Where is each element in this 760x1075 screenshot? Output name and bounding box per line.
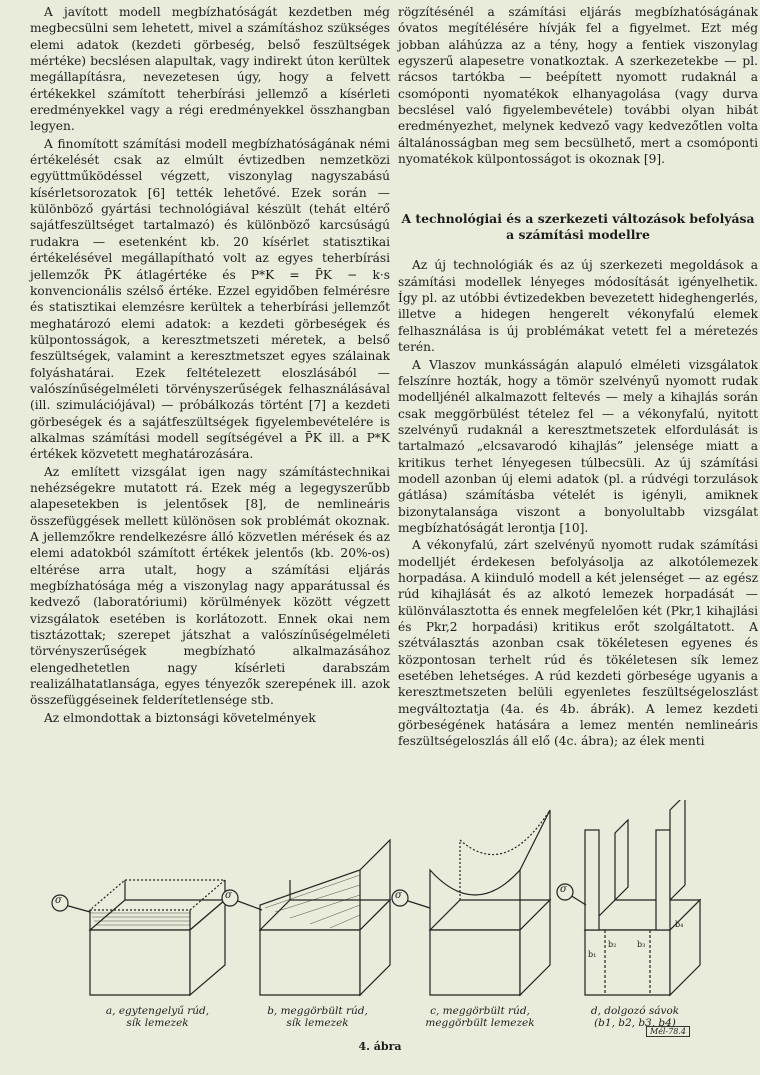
panel-c-diagram: [405, 810, 550, 995]
paragraph: rögzítésénél a számítási eljárás megbízhatóságának óvatos megítélésére hívják fel a figyelmet. Ezt még jobban aláhúzza az a tény, hogy a fentiek viszonylag egyszerű alapesetre vonatkoztak. A szerkezetekbe — pl. rácsos tartókba — beépített nyomott rudaknál a csomóponti nyomatékok elhanyagolása (vagy durva becslésel való figyelembevétele) további olyan hibát eredményezhet, melynek kedvező vagy kedvezőtlen volta általánosságban meg sem becsülhető, mert a csomóponti nyomatékok külpontosságot is okoznak [9].: [398, 5, 758, 167]
figure-4: [30, 800, 730, 1035]
b4-label: b₄: [675, 920, 684, 929]
right-column: [398, 4, 758, 750]
sigma-label: σ: [395, 890, 402, 901]
caption-c: c, meggörbült rúd, meggörbült lemezek: [425, 1005, 535, 1029]
b3-label: b₃: [637, 940, 646, 949]
paragraph: Az elmondottak a biztonsági követelmények: [44, 710, 316, 725]
panel-d-diagram: [570, 800, 700, 995]
figure-code: Mél-78.4: [646, 1026, 690, 1037]
panel-a-diagram: [65, 880, 225, 995]
figure-title: 4. ábra: [358, 1040, 402, 1053]
sigma-label: σ: [55, 895, 62, 906]
b2-label: b₂: [608, 940, 617, 949]
sigma-label: σ: [560, 884, 567, 895]
section-heading: A technológiai és a szerkezeti változások befolyása a számítási modellre: [401, 211, 755, 243]
caption-a: a, egytengelyű rúd, sík lemezek: [105, 1005, 210, 1029]
paragraph: A finomított számítási modell megbízhatóságának némi értékelését csak az elmúlt évtizedben nemzetközi együttműködéssel végzett, viszonylag nagyszabású kísérletsorozatok [6] tették lehetővé. Ezek során — különböző gyártási technológiával készült (tehát eltérő sajátfeszültséget tartalmazó) és különböző karcsúságú rudakra — esetenként kb. 20 kísérlet statisztikai értékelésével megállapítható volt az egyes teherbírási jellemzők P̄K átlagértéke és P*K = P̄K − k·s konvencionális szélső értéke. Ezzel egyidőben felmérésre és statisztikai elemzésre kerültek a teherbírási jellemzőt meghatározó elemi adatok: a kezdeti görbeségek és külpontosságok, a keresztmetszeti méretek, a belső feszültségek, valamint a keresztmetszet egyes szálainak folyáshatárai. Ezek feltételezett eloszlásából — valószínűségelméleti törvényszerűségek felhasználásával (ill. szimulációjával) — próbálkozás történt [7] a kezdeti görbeségek és a sajátfeszültségek figyelembevételére is alkalmas számítási modell segítségével a P̄K ill. a P*K értékek közvetett meghatározására.: [30, 136, 390, 462]
caption-d: d, dolgozó sávok (b1, b2, b3, b4): [590, 1005, 680, 1029]
paragraph: A javított modell megbízhatóságát kezdetben még megbecsülni sem lehetett, mivel a számításhoz szükséges elemi adatok (kezdeti görbeség, belső feszültségek mértéke) becslésen alapultak, vagy indirekt úton kerültek megállapításra, nevezetesen úgy, hogy a felvett értékekkel számított teherbírási jellemző a kísérleti eredményekkel vagy a régi eredményekkel összhangban legyen.: [30, 5, 390, 134]
left-column: [30, 4, 390, 726]
sigma-label: σ: [225, 890, 232, 901]
caption-b: b, meggörbült rúd, sík lemezek: [267, 1005, 368, 1029]
figure-drawing: [30, 800, 730, 1035]
paragraph: Az új technológiák és az új szerkezeti megoldások a számítási modellek lényeges módosítását igényelhetik. Így pl. az utóbbi évtizedekben bevezetett hideghengerlés, illetve a hidegen hengerelt vékonyfalú elemek felhasználása is új problémákat vetett fel a méretezés terén.: [398, 258, 758, 355]
b1-label: b₁: [588, 950, 597, 959]
panel-b-diagram: [235, 840, 390, 995]
paragraph: A Vlaszov munkásságán alapuló elméleti vizsgálatok felszínre hozták, hogy a tömör szelvényű nyomott rudak modelljénél alkalmazott feltevés — mely a kihajlás során csak meggörbülést tételez fel — a vékonyfalú, nyitott szelvényű rudaknál a keresztmetszetek elfordulását is tartalmazó „elcsavarodó kihajlás” jelensége miatt a kritikus terhet lényegesen túlbecsüli. Az új számítási modell azonban új elemi adatok (pl. a rúdvégi torzulások gátlása) számításba vételét is igényli, amiknek bizonytalansága viszont a bonyolultabb vizsgálat megbízhatóságát lerontja [10].: [398, 357, 758, 535]
paragraph: A vékonyfalú, zárt szelvényű nyomott rudak számítási modelljét érdekesen befolyásolja az alkotólemezek horpadása. A kiinduló modell a két jelenséget — az egész rúd kihajlását és az alkotó lemezek horpadását — különválasztotta és ennek megfelelően két (Pkr,1 kihajlási és Pkr,2 horpadási) kritikus erőt szolgáltatott. A szétválasztás azonban csak tökéletesen egyenes és központosan terhelt rúd és tökéletesen sík lemez esetében lehetséges. A rúd kezdeti görbesége ugyanis a keresztmetszeten belüli egyenletes feszültségeloszlást megváltoztatja (4a. és 4b. ábrák). A lemez kezdeti görbeségének hatására a lemez mentén nemlineáris feszültségeloszlás áll elő (4c. ábra); az élek menti: [398, 538, 758, 749]
paragraph: Az említett vizsgálat igen nagy számítástechnikai nehézségekre mutatott rá. Ezek még a legegyszerűbb alapesetekben is jelentősek [8], de nemlineáris összefüggések mellett különösen sok problémát okoznak. A jellemzőkre rendelkezésre álló közvetlen mérések és az elemi adatokból számított értékek jelentős (kb. 20%-os) eltérése arra utalt, hogy a számítási eljárás megbízhatósága még a viszonylag nagy apparátussal és kedvező (laboratóriumi) körülmények között végzett vizsgálatok esetében is korlátozott. Ennek okai nem tisztázottak; szerepet játszhat a valószínűségelméleti törvényszerűségek megbízható alkalmazásához elengedhetetlen nagy kísérleti darabszám realizálhatatlansága, egyes tényezők szerepének ill. azok összefüggéseinek felderítetlensége stb.: [30, 464, 390, 708]
